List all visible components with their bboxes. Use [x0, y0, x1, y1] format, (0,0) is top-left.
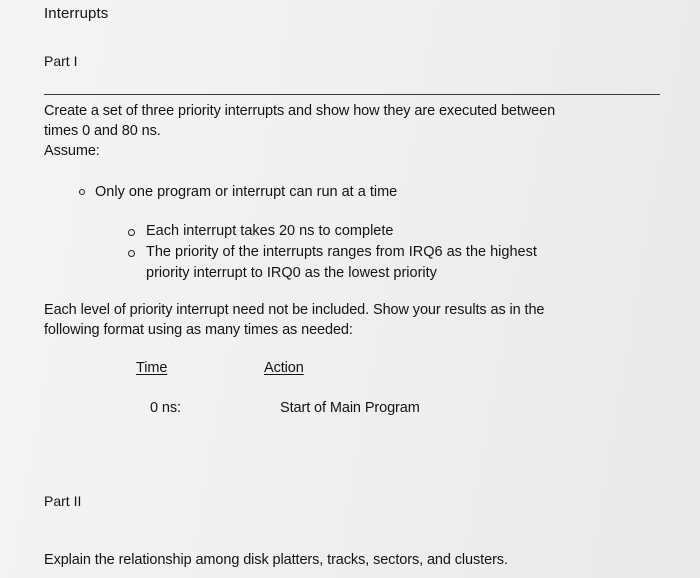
part2-question: Explain the relationship among disk platters, tracks, sectors, and clusters. — [44, 552, 508, 568]
sub-bullet-icon — [128, 250, 135, 257]
table-cell-time: 0 ns: — [150, 400, 181, 416]
sub-bullet-item: Each interrupt takes 20 ns to complete — [146, 223, 394, 239]
intro-line: Assume: — [44, 143, 100, 159]
intro-line: times 0 and 80 ns. — [44, 123, 161, 139]
document-title: Interrupts — [44, 5, 109, 22]
table-header-action: Action — [264, 360, 304, 376]
sub-bullet-item: The priority of the interrupts ranges from IRQ6 as the highest — [146, 244, 537, 260]
intro-line: Create a set of three priority interrupts and show how they are executed between — [44, 103, 556, 119]
bullet-icon — [79, 189, 85, 195]
closing-line: Each level of priority interrupt need not be included. Show your results as in the — [44, 302, 545, 318]
sub-bullet-continuation: priority interrupt to IRQ0 as the lowest priority — [146, 265, 437, 281]
sub-bullet-icon — [128, 229, 135, 236]
part2-heading: Part II — [44, 493, 82, 509]
closing-line: following format using as many times as needed: — [44, 322, 353, 338]
divider-line — [44, 94, 660, 95]
part1-heading: Part I — [44, 53, 78, 69]
table-cell-action: Start of Main Program — [280, 400, 420, 416]
bullet-item: Only one program or interrupt can run at a time — [95, 184, 398, 200]
table-header-time: Time — [136, 360, 168, 376]
